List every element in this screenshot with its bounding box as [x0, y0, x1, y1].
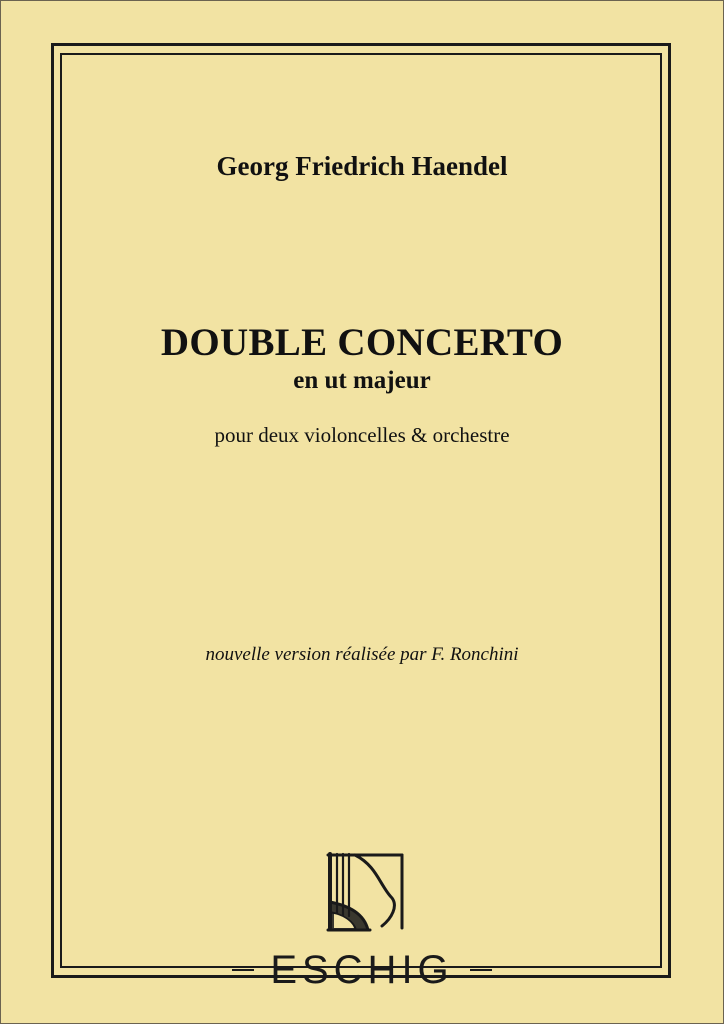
eschig-lyre-logo-icon — [322, 852, 406, 936]
work-key: en ut majeur — [293, 367, 431, 394]
publisher-name: ESCHIG — [270, 948, 454, 992]
publisher-mark — [232, 946, 492, 994]
arranger-note: nouvelle version réalisée par F. Ronchini — [205, 644, 519, 665]
instrumentation: pour deux violoncelles & orchestre — [214, 423, 510, 447]
work-title: DOUBLE CONCERTO — [160, 321, 564, 364]
inner-border-frame — [60, 53, 662, 968]
composer-name: Georg Friedrich Haendel — [216, 151, 508, 181]
